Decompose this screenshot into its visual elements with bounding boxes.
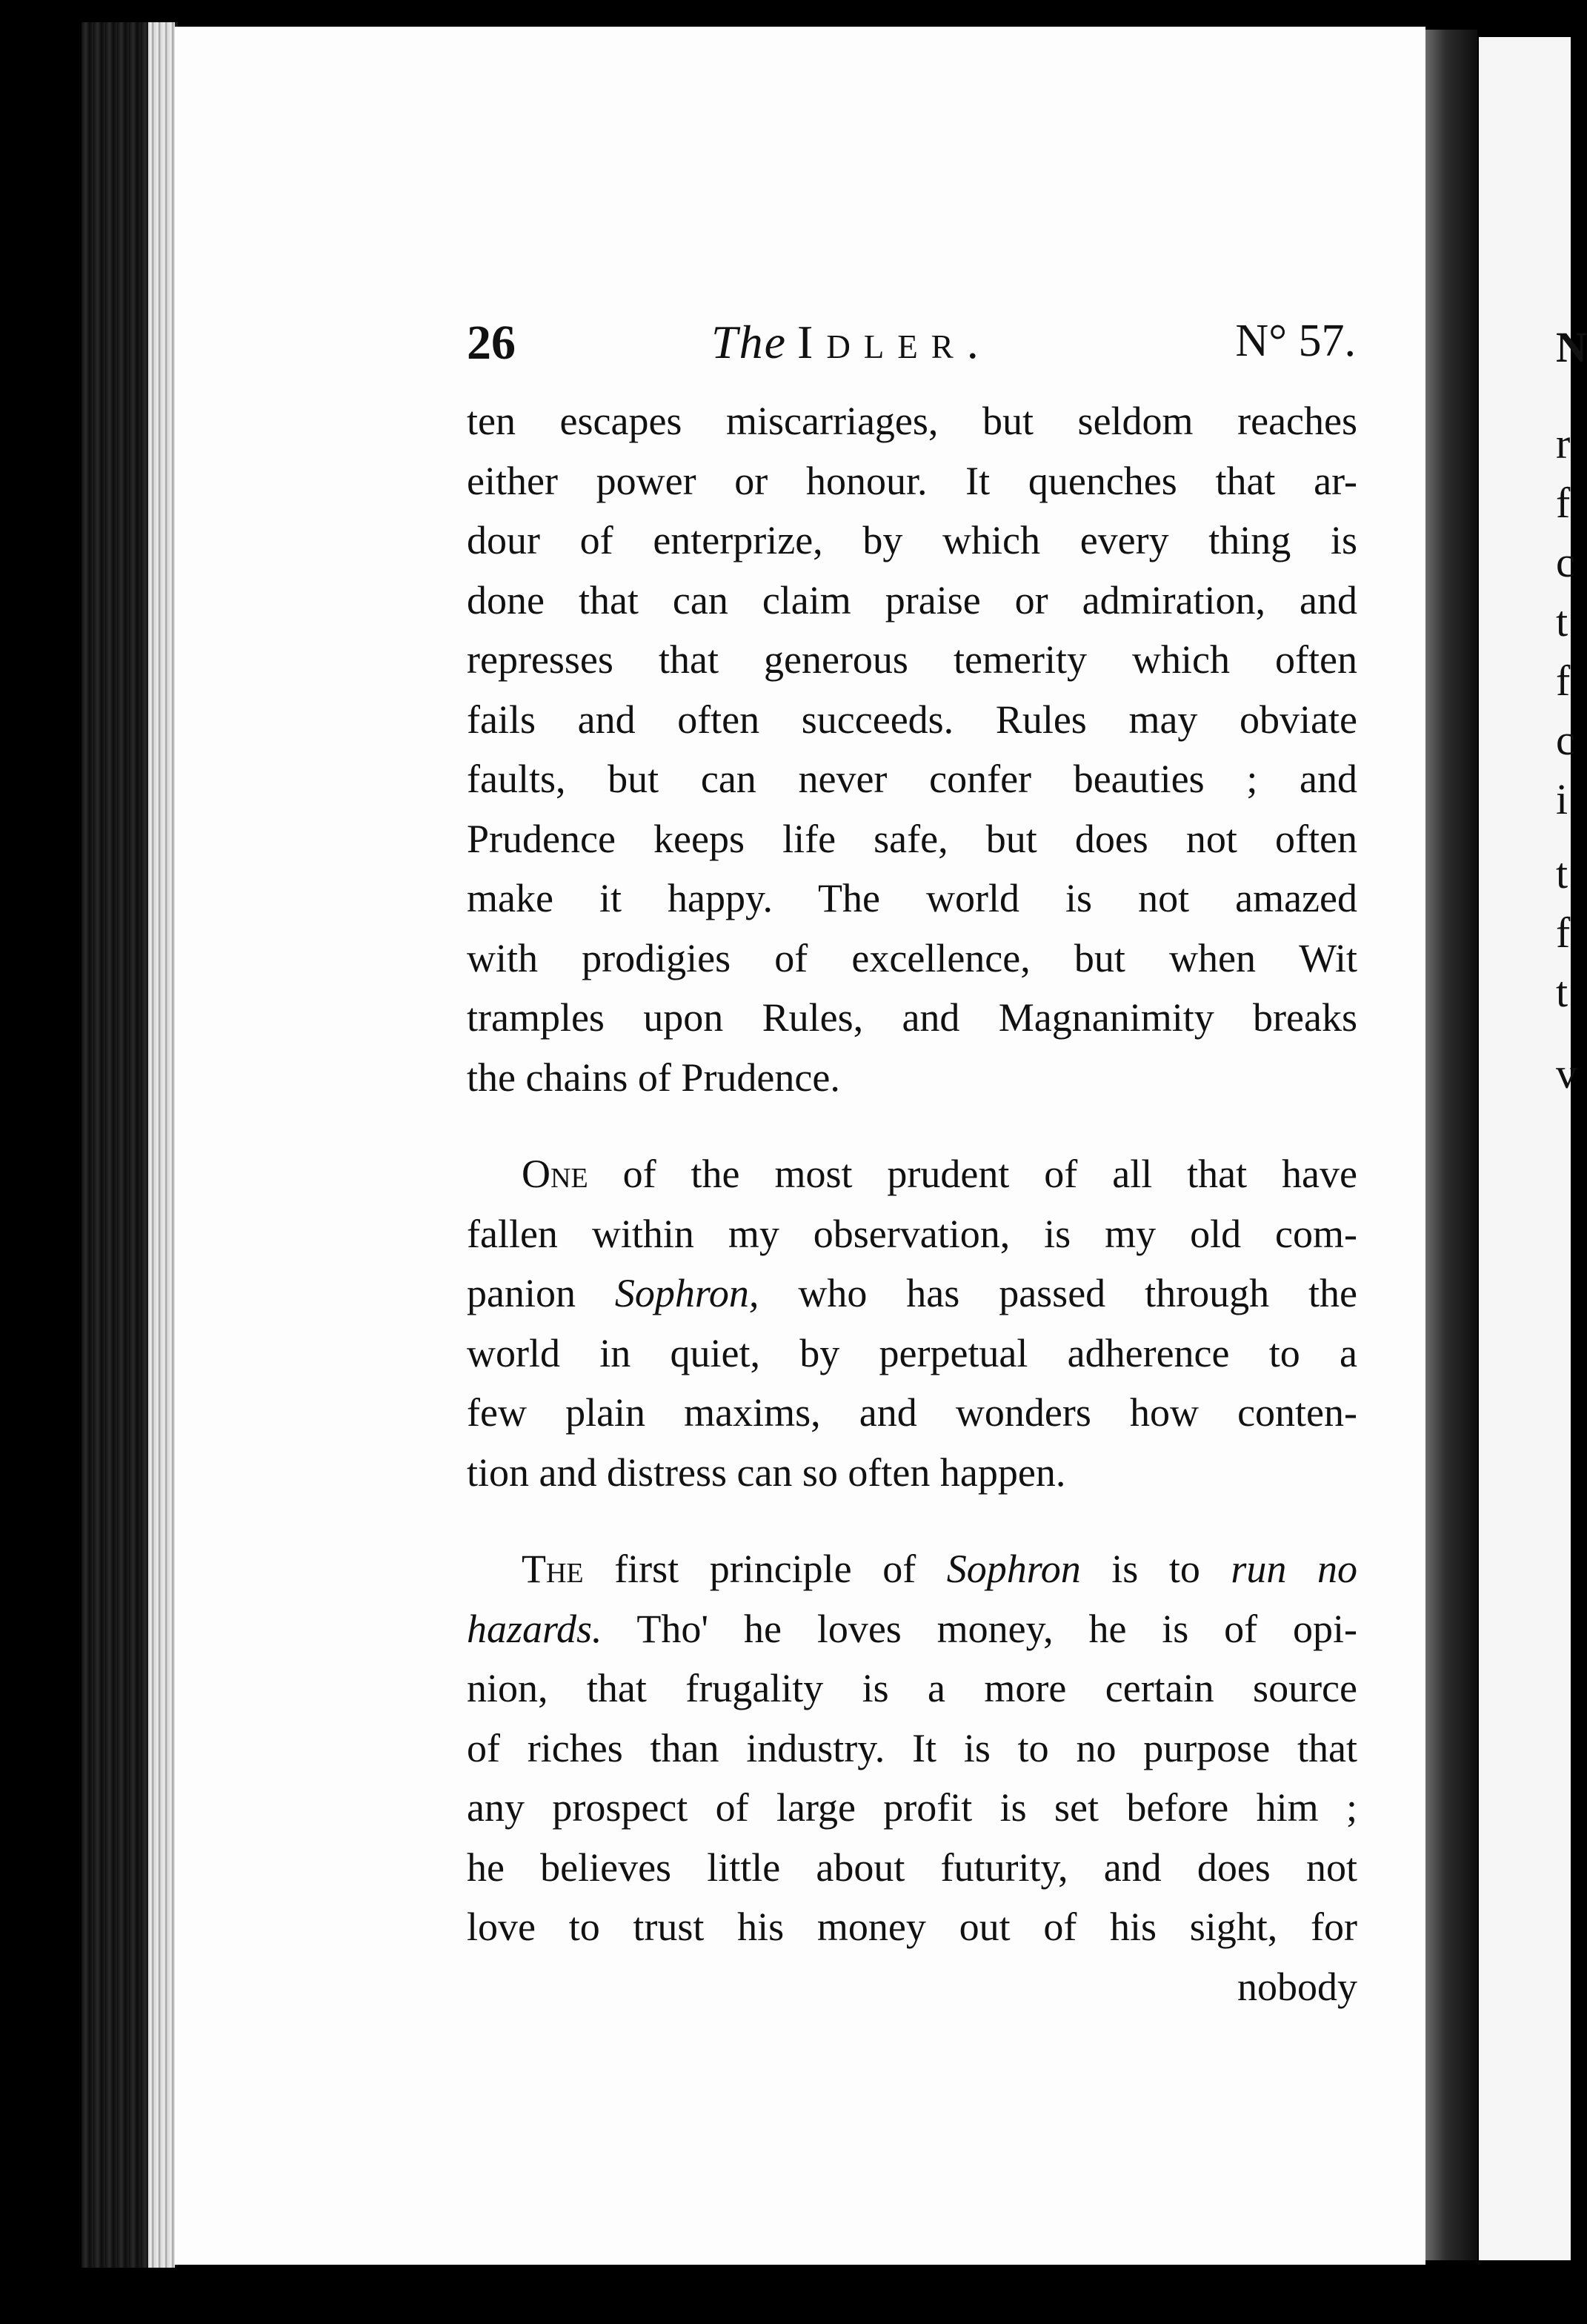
- text-line: few plain maxims, and wonders how conten-: [467, 1390, 1357, 1435]
- paragraph-gap: [467, 1502, 1357, 1539]
- facing-page-fragment: i: [1556, 775, 1568, 823]
- facing-page-fragment: r: [1556, 419, 1571, 468]
- gutter-shadow: [1425, 30, 1477, 2260]
- facing-page-fragment: c: [1556, 716, 1575, 764]
- text-line: any prospect of large profit is set before him ;: [467, 1785, 1357, 1830]
- paragraph-lead: The: [522, 1547, 584, 1591]
- text-line: tramples upon Rules, and Magnanimity breaks: [467, 995, 1357, 1040]
- text-line: either power or honour. It quenches that ar-: [467, 458, 1357, 503]
- text-line: he believes little about futurity, and does not: [467, 1845, 1357, 1890]
- facing-page-fragment: f: [1556, 657, 1571, 705]
- facing-page-edge: [1479, 37, 1587, 2260]
- facing-page-fragment: f: [1556, 479, 1571, 527]
- text-line: with prodigies of excellence, but when Wit: [467, 935, 1357, 980]
- catchword: nobody: [1237, 1964, 1357, 2009]
- paragraph-gap: [467, 1107, 1357, 1144]
- text-line: Prudence keeps life safe, but does not often: [467, 816, 1357, 861]
- text-line: [467, 1539, 1357, 1599]
- italic-name: Sophron,: [614, 1271, 759, 1315]
- text-line: done that can claim praise or admiration, and: [467, 577, 1357, 622]
- issue-number: N° 57.: [1235, 316, 1356, 366]
- text-line: ten escapes miscarriages, but seldom reaches: [467, 399, 1357, 443]
- text-line: faults, but can never confer beauties ; and: [467, 757, 1357, 801]
- paragraph-lead: One: [522, 1152, 588, 1196]
- text-line: world in quiet, by perpetual adherence to a: [467, 1330, 1357, 1375]
- facing-page-fragment: t: [1556, 597, 1568, 645]
- text-line: represses that generous temerity which often: [467, 637, 1357, 682]
- text-line: love to trust his money out of his sight, for: [467, 1905, 1357, 1949]
- facing-page-fragment: f: [1556, 909, 1571, 957]
- text-line: nion, that frugality is a more certain source: [467, 1666, 1357, 1710]
- facing-page-fragment: t: [1556, 849, 1568, 897]
- italic-phrase: run no: [1231, 1547, 1357, 1591]
- italic-phrase: hazards.: [467, 1606, 602, 1651]
- page-edges: [148, 22, 175, 2268]
- text-span: of the most prudent of all that have: [588, 1152, 1357, 1196]
- facing-page-fragment: N: [1556, 323, 1587, 371]
- text-span: who has passed through the: [759, 1271, 1357, 1315]
- text-line: dour of enterprize, by which every thing is: [467, 518, 1357, 562]
- text-line: [467, 1599, 1357, 1659]
- text-line: the chains of Prudence.: [467, 1055, 840, 1100]
- text-span: Tho' he loves money, he is of opi-: [602, 1606, 1357, 1651]
- text-line: [467, 1144, 1357, 1204]
- scan-border: [175, 2266, 1479, 2277]
- facing-page-fragment: c: [1556, 538, 1575, 586]
- text-span: first principle of: [583, 1547, 947, 1591]
- facing-page-fragment: v: [1556, 1049, 1577, 1098]
- page-number: 26: [467, 316, 516, 370]
- text-line: [467, 1264, 1357, 1324]
- text-span: is to: [1080, 1547, 1231, 1591]
- running-title: [711, 315, 992, 370]
- text-line: of riches than industry. It is to no purpose that: [467, 1725, 1357, 1770]
- text-line: fallen within my observation, is my old com-: [467, 1211, 1357, 1256]
- running-title-main: Idler.: [797, 316, 992, 368]
- running-head: [467, 315, 1356, 374]
- text-line: make it happy. The world is not amazed: [467, 876, 1357, 920]
- text-line: fails and often succeeds. Rules may obviate: [467, 697, 1357, 742]
- facing-page-fragment: t: [1556, 968, 1568, 1016]
- text-span: panion: [467, 1271, 615, 1315]
- italic-name: Sophron: [946, 1547, 1081, 1591]
- text-line: tion and distress can so often happen.: [467, 1450, 1066, 1495]
- running-title-prefix: The: [711, 316, 787, 368]
- body-text: [467, 391, 1357, 2016]
